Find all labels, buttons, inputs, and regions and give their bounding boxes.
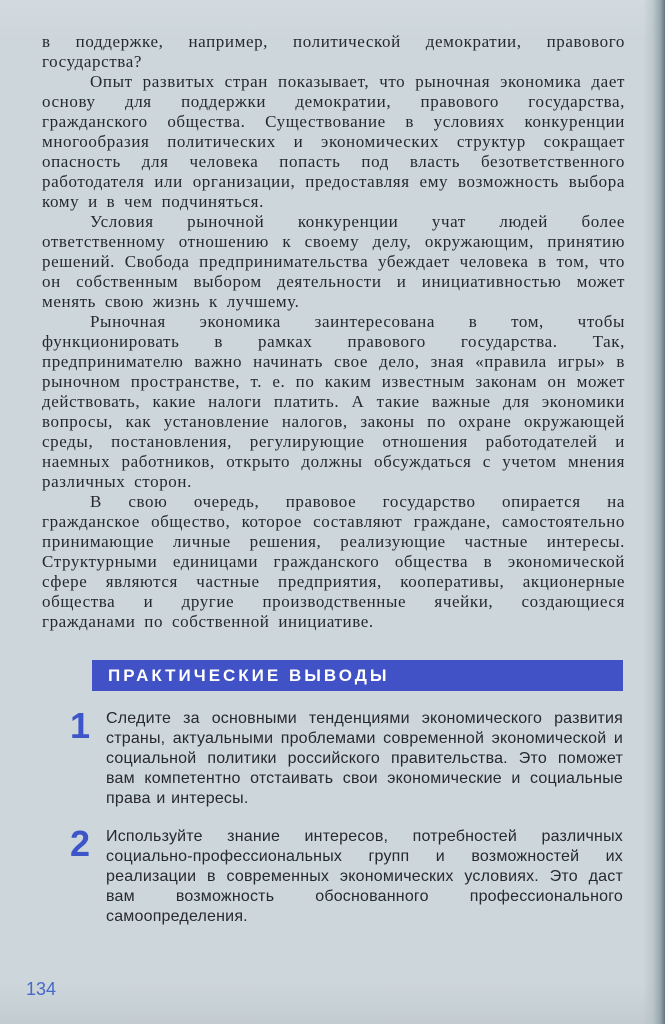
practical-conclusions-header-bar	[92, 660, 623, 691]
practical-item	[70, 705, 625, 809]
page-number: 134	[26, 979, 57, 999]
practical-item-text: Следите за основными тенденциями экономического развития страны, актуальными проблемами современной экономической и социальной политики российского правительства. Это поможет вам компетентно отстаивать свои экономические и социальные права и интересы.	[106, 710, 623, 807]
practical-item	[70, 823, 625, 927]
practical-item-number: 2	[70, 823, 91, 864]
body-paragraph-continuation: в поддержке, например, политической демократии, правового государства?	[42, 32, 625, 71]
practical-item-text: Используйте знание интересов, потребностей различных социально-профессиональных групп и возможностей их реализации в современных экономических условиях. Это даст вам возможность обоснованного профессионального самоопределения.	[106, 828, 623, 925]
practical-item-number: 1	[70, 705, 91, 746]
practical-conclusions-header-label: ПРАКТИЧЕСКИЕ ВЫВОДЫ	[108, 665, 390, 685]
body-paragraph: В свою очередь, правовое государство опирается на гражданское общество, которое составляют граждане, самостоятельно принимающие личные решения, реализующие частные интересы. Структурными единицами гражданского общества в экономической сфере являются частные предприятия, кооперативы, акционерные общества и другие производственные ячейки, создающиеся гражданами по собственной инициативе.	[42, 492, 625, 631]
body-paragraph: Опыт развитых стран показывает, что рыночная экономика дает основу для поддержки демократии, правового государства, гражданского общества. Существование в условиях конкуренции многообразия политических и экономических структур сокращает опасность для человека попасть под власть безответственного работодателя или организации, предоставляя ему возможность выбора кому и в чем подчиняться.	[42, 72, 625, 211]
body-paragraph: Условия рыночной конкуренции учат людей более ответственному отношению к своему делу, окружающим, принятию решений. Свобода предпринимательства убеждает человека в том, что он собственным выбором деятельности и инициативностью может менять свою жизнь к лучшему.	[42, 212, 625, 311]
body-paragraph: Рыночная экономика заинтересована в том, чтобы функционировать в рамках правового государства. Так, предпринимателю важно начинать свое дело, зная «правила игры» в рыночном пространстве, т. е. по каким известным законам он может действовать, какие налоги платить. А такие важные для экономики вопросы, как установление налогов, законы по охране окружающей среды, постановления, регулирующие отношения работодателей и наемных работников, открыто должны обсуждаться с учетом мнения различных сторон.	[42, 312, 625, 491]
